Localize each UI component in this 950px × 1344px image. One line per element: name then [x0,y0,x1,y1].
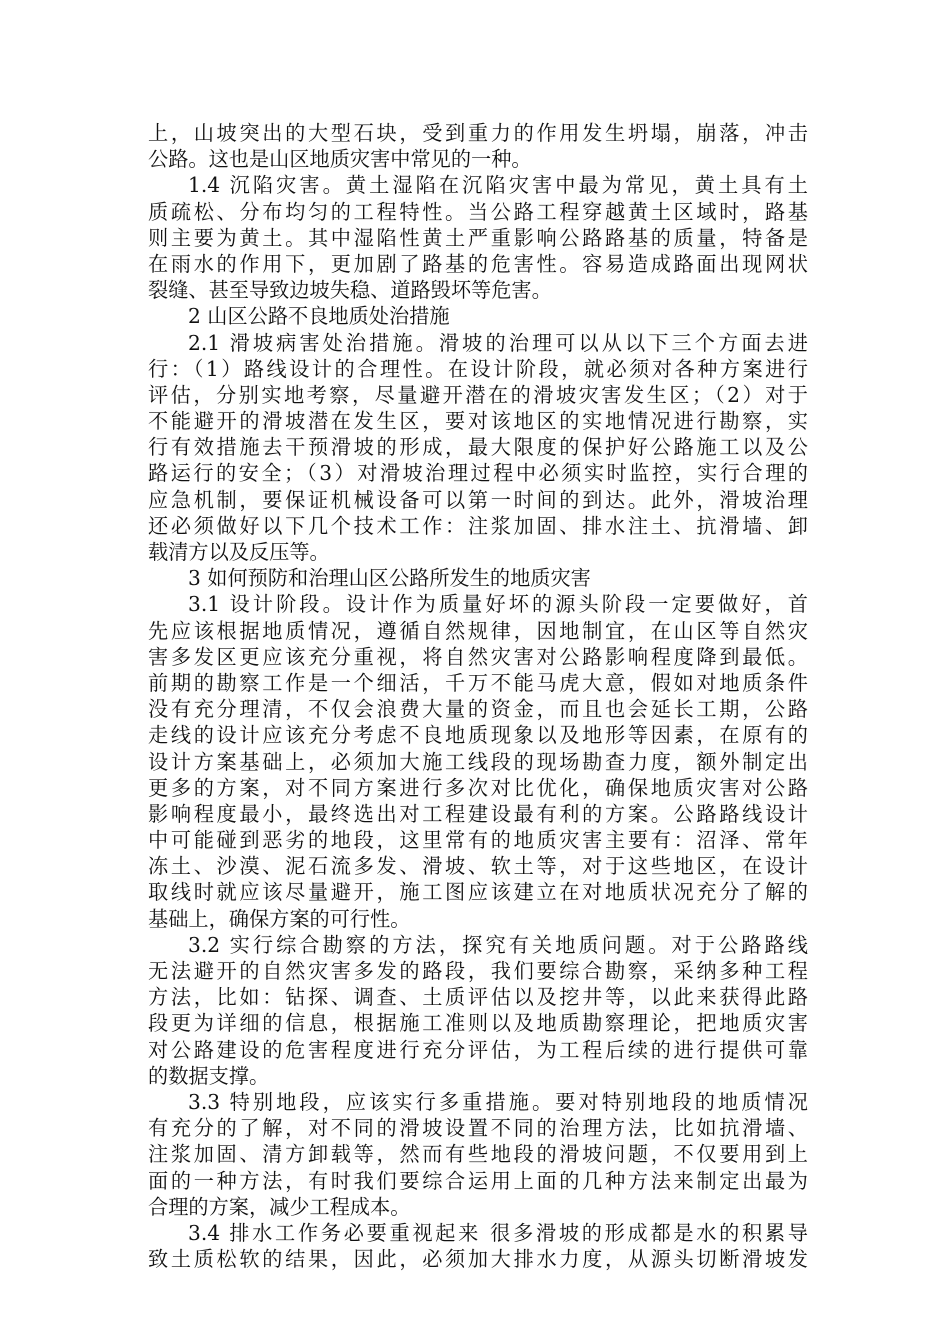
text-line: 中可能碰到恶劣的地段，这里常有的地质灾害主要有：沼泽、常年 [148,828,808,853]
text-line: 2.1 滑坡病害处治措施。滑坡的治理可以从以下三个方面去进 [188,330,808,355]
text-line: 载清方以及反压等。 [148,540,330,564]
text-line: 的数据支撑。 [148,1063,270,1088]
text-line: 3.3 特别地段，应该实行多重措施。要对特别地段的地质情况 [188,1089,808,1114]
text-line: 走线的设计应该充分考虑不良地质现象以及地形等因素，在原有的 [148,723,808,748]
text-line: 3.1 设计阶段。设计作为质量好坏的源头阶段一定要做好，首 [188,592,808,617]
text-line: 影响程度最小，最终选出对工程建设最有利的方案。公路路线设计 [148,801,808,826]
text-line: 段更为详细的信息，根据施工准则以及地质勘察理论，把地质灾害 [148,1011,808,1036]
text-line: 注浆加固、清方卸载等，然而有些地段的滑坡问题，不仅要用到上 [148,1142,808,1167]
text-line: 上，山坡突出的大型石块，受到重力的作用发生坍塌，崩落，冲击 [148,121,808,145]
text-line: 应急机制，要保证机械设备可以第一时间的到达。此外，滑坡治理 [148,487,808,512]
text-line: 合理的方案，减少工程成本。 [148,1194,411,1219]
text-line: 对公路建设的危害程度进行充分评估，为工程后续的进行提供可靠 [148,1037,808,1062]
text-line: 3.4 排水工作务必要重视起来 很多滑坡的形成都是水的积累导 [188,1220,808,1245]
text-line: 在雨水的作用下，更加剧了路基的危害性。容易造成路面出现网状 [148,251,808,276]
text-line: 没有充分理清，不仅会浪费大量的资金，而且也会延长工期，公路 [148,697,808,722]
text-line: 评估，分别实地考察，尽量避开潜在的滑坡灾害发生区；（2）对于 [148,382,808,407]
text-line: 行有效措施去干预滑坡的形成，最大限度的保护好公路施工以及公 [148,435,808,460]
text-line: 2 山区公路不良地质处治措施 [188,304,450,329]
text-line: 不能避开的滑坡潜在发生区，要对该地区的实地情况进行勘察，实 [148,409,808,434]
text-line: 方法，比如：钻探、调查、土质评估以及挖井等，以此来获得此路 [148,985,808,1010]
text-line: 先应该根据地质情况，遵循自然规律，因地制宜，在山区等自然灾 [148,618,808,643]
text-line: 质疏松、分布均匀的工程特性。当公路工程穿越黄土区域时，路基 [148,199,808,224]
text-line: 取线时就应该尽量避开，施工图应该建立在对地质状况充分了解的 [148,880,808,905]
text-line: 公路。这也是山区地质灾害中常见的一种。 [148,147,532,172]
text-line: 裂缝、甚至导致边坡失稳、道路毁坏等危害。 [148,278,552,303]
text-line: 路运行的安全；（3）对滑坡治理过程中必须实时监控，实行合理的 [148,461,808,486]
text-line: 更多的方案，对不同方案进行多次对比优化，确保地质灾害对公路 [148,775,808,800]
text-line: 设计方案基础上，必须加大施工线段的现场勘查力度，额外制定出 [148,749,808,774]
text-line: 无法避开的自然灾害多发的路段，我们要综合勘察，采纳多种工程 [148,959,808,983]
text-line: 害多发区更应该充分重视，将自然灾害对公路影响程度降到最低。 [148,644,808,669]
text-line: 1.4 沉陷灾害。黄土湿陷在沉陷灾害中最为常见，黄土具有土 [188,173,808,198]
body-text [148,120,808,1272]
text-line: 3 如何预防和治理山区公路所发生的地质灾害 [188,566,591,591]
text-line: 面的一种方法，有时我们要综合运用上面的几种方法来制定出最为 [148,1168,808,1193]
text-line: 冻土、沙漠、泥石流多发、滑坡、软土等，对于这些地区，在设计 [148,854,808,879]
text-line: 基础上，确保方案的可行性。 [148,906,411,931]
text-line: 还必须做好以下几个技术工作：注浆加固、排水注土、抗滑墙、卸 [148,513,808,538]
text-line: 行：（1）路线设计的合理性。在设计阶段，就必须对各种方案进行 [148,356,808,381]
text-line: 前期的勘察工作是一个细活，千万不能马虎大意，假如对地质条件 [148,670,808,695]
text-line: 3.2 实行综合勘察的方法，探究有关地质问题。对于公路路线 [188,932,808,957]
text-line: 有充分的了解，对不同的滑坡设置不同的治理方法，比如抗滑墙、 [148,1116,808,1141]
text-line: 致土质松软的结果，因此，必须加大排水力度，从源头切断滑坡发 [148,1247,808,1272]
text-line: 则主要为黄土。其中湿陷性黄土严重影响公路路基的质量，特备是 [148,225,808,250]
